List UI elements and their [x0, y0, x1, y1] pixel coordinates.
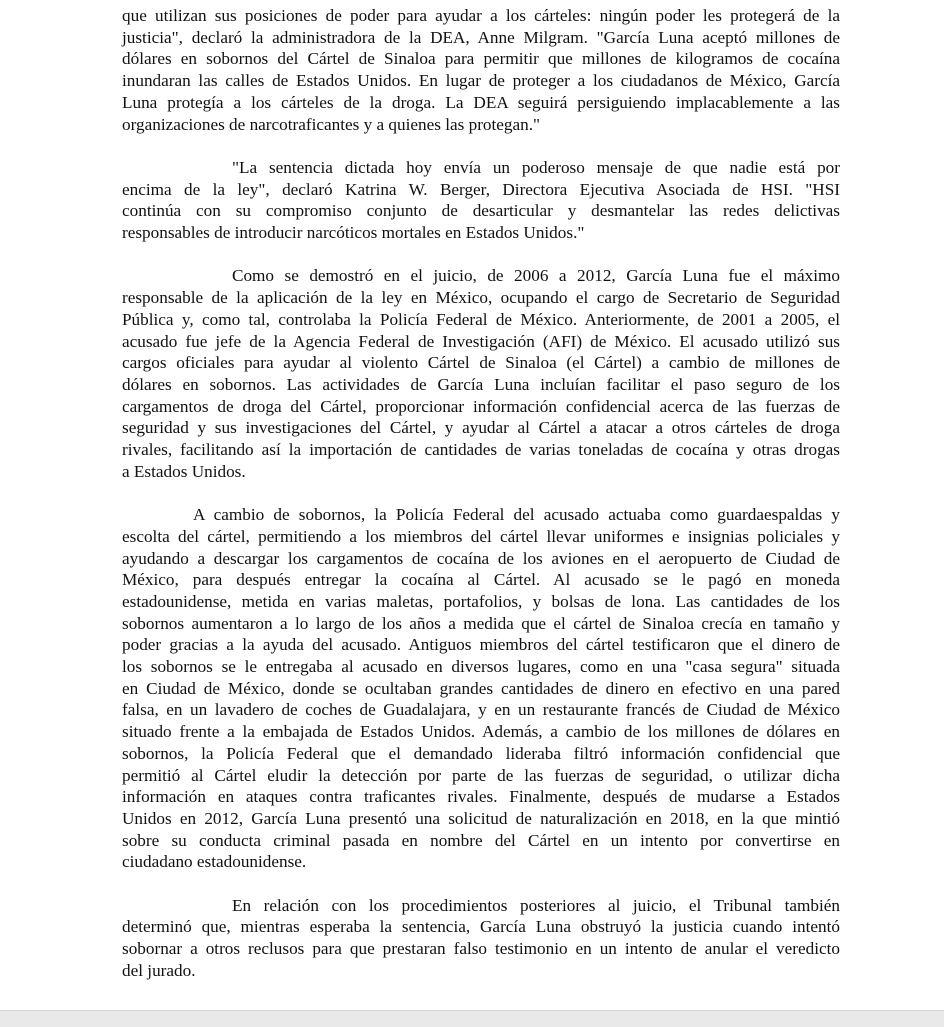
text-line: determinó que, mientras esperaba la sentencia, García Luna obstruyó la justicia cuando intentó — [122, 917, 840, 937]
text-line: permitió al Cártel eludir la detección por parte de las fuerzas de seguridad, o utilizar dicha — [122, 765, 840, 785]
text-line: Unidos en 2012, García Luna presentó una solicitud de naturalización en 2018, en la que mintió — [122, 808, 840, 828]
text-line: sobornos aumentaron a lo largo de los años a medida que el cártel de Sinaloa crecía en tamaño y — [122, 613, 840, 633]
text-line: encima de la ley", declaró Katrina W. Berger, Directora Ejecutiva Asociada de HSI. "HSI — [122, 179, 840, 199]
text-line: sobre su conducta criminal pasada en nombre del Cártel en un intento por convertirse en — [122, 830, 840, 850]
text-line: responsable de la aplicación de la ley en México, ocupando el cargo de Secretario de Seguridad — [122, 288, 840, 308]
text-line: responsables de introducir narcóticos mortales en Estados Unidos." — [122, 223, 585, 243]
text-line: México, para después entregar la cocaína al Cártel. Al acusado se le pagó en moneda — [122, 570, 840, 590]
text-line: que utilizan sus posiciones de poder para ayudar a los cárteles: ningún poder les protegerá de la — [122, 6, 840, 25]
document-body — [122, 5, 840, 982]
text-line: en Ciudad de México, donde se ocultaban grandes cantidades de dinero en efectivo en una pared — [122, 678, 840, 698]
text-line: "La sentencia dictada hoy envía un poderoso mensaje de que nadie está por — [232, 157, 840, 177]
paragraph-spacing — [122, 244, 840, 266]
text-line: ayudando a descargar los cargamentos de cocaína de los aviones en el aeropuerto de Ciudad de — [122, 548, 840, 568]
text-line: falsa, en un lavadero de coches de Guadalajara, y en un restaurante francés de Ciudad de México — [122, 700, 840, 720]
text-line: ciudadano estadounidense. — [122, 852, 307, 872]
text-line: Pública y, como tal, controlaba la Policía Federal de México. Anteriormente, de 2001 a 2005, el — [122, 309, 840, 329]
text-line: información en ataques contra traficantes rivales. Finalmente, después de mudarse a Estados — [122, 787, 840, 807]
text-line: sobornar a otros reclusos para que prestaran falso testimonio en un intento de anular el veredicto — [122, 939, 840, 959]
text-line: estadounidense, metida en varias maletas, portafolios, y bolsas de lona. Las cantidades de los — [122, 591, 840, 611]
text-line: continúa con su compromiso conjunto de desarticular y desmantelar las redes delictivas — [122, 201, 840, 221]
text-line: Como se demostró en el juicio, de 2006 a 2012, García Luna fue el máximo — [232, 266, 840, 286]
paragraph-p1 — [122, 5, 840, 135]
text-line: situado frente a la embajada de Estados Unidos. Además, a cambio de los millones de dólares en — [122, 722, 840, 742]
text-line: seguridad y sus investigaciones del Cártel, y ayudar al Cártel a atacar a otros cárteles de droga — [122, 418, 840, 438]
text-line: inundaran las calles de Estados Unidos. En lugar de proteger a los ciudadanos de México, García — [122, 71, 840, 91]
text-line: a Estados Unidos. — [122, 461, 246, 481]
paragraph-p2 — [122, 157, 840, 244]
text-line: A cambio de sobornos, la Policía Federal del acusado actuaba como guardaespaldas y — [193, 505, 840, 525]
text-line: Luna protegía a los cárteles de la droga. La DEA seguirá persiguiendo implacablemente a las — [122, 92, 840, 112]
text-line: sobornos, la Policía Federal que el demandado lideraba filtró información confidencial que — [122, 743, 840, 763]
text-line: dólares en sobornos. Las actividades de García Luna incluían facilitar el paso seguro de los — [122, 374, 840, 394]
paragraph-spacing — [122, 873, 840, 895]
text-line: dólares en sobornos del Cártel de Sinaloa para permitir que millones de kilogramos de cocaína — [122, 49, 840, 69]
text-line: justicia", declaró la administradora de la DEA, Anne Milgram. "García Luna aceptó millones de — [122, 27, 840, 47]
paragraph-spacing — [122, 482, 840, 504]
text-line: acusado fue jefe de la Agencia Federal de Investigación (AFI) de México. El acusado utilizó sus — [122, 331, 840, 351]
text-line: escolta del cártel, permitiendo a los miembros del cártel llevar uniformes e insignias policiales y — [122, 526, 840, 546]
text-line: poder gracias a la ayuda del acusado. Antiguos miembros del cártel testificaron que el dinero de — [122, 635, 840, 655]
text-line: En relación con los procedimientos posteriores al juicio, el Tribunal también — [232, 895, 840, 915]
text-line: organizaciones de narcotraficantes y a quienes las protegan." — [122, 114, 541, 134]
text-line: los sobornos se le entregaba al acusado en diversos lugares, como en una "casa segura" situada — [122, 657, 840, 677]
text-line: cargamentos de droga del Cártel, proporcionar información confidencial acerca de las fuerzas de — [122, 396, 840, 416]
text-line: del jurado. — [122, 960, 196, 980]
paragraph-p5 — [122, 895, 840, 982]
text-line: rivales, facilitando así la importación de cantidades de varias toneladas de cocaína y otras drogas — [122, 440, 840, 460]
text-line: cargos oficiales para ayudar al violento Cártel de Sinaloa (el Cártel) a cambio de millones de — [122, 353, 840, 373]
paragraph-p4 — [122, 504, 840, 873]
page-separator — [0, 1010, 944, 1027]
paragraph-p3 — [122, 265, 840, 482]
paragraph-spacing — [122, 135, 840, 157]
